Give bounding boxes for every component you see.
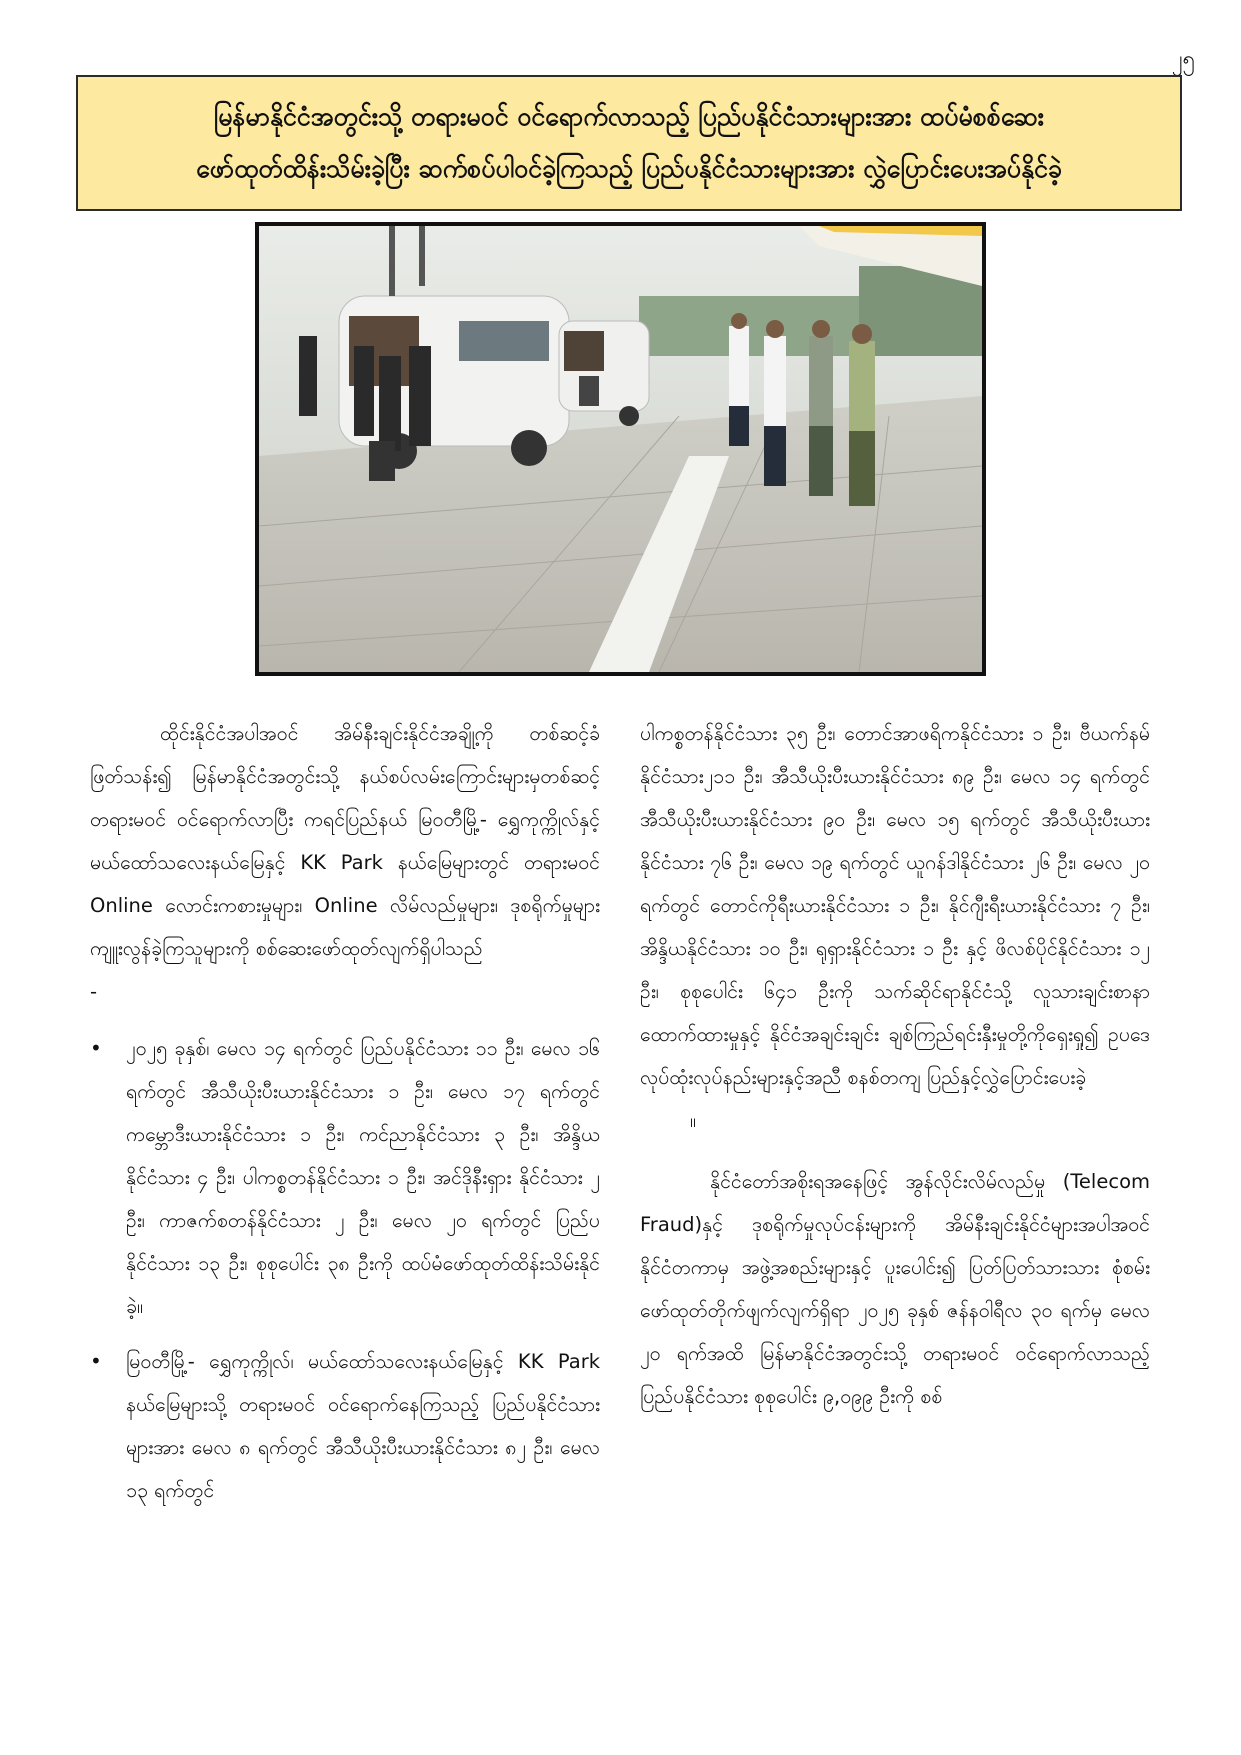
bullet-list xyxy=(90,1027,600,1512)
end-mark: ။ xyxy=(690,1109,696,1132)
right-column xyxy=(640,712,1150,1418)
intro-paragraph: ထိုင်းနိုင်ငံအပါအဝင် အိမ်နီးချင်းနိုင်ငံအချို့ကို တစ်ဆင့်ခံဖြတ်သန်း၍ မြန်မာနိုင်ငံအတွင်းသို့ နယ်စပ်လမ်းကြောင်းများမှတစ်ဆင့် တရားမဝင် ဝင်ရောက်လာပြီး ကရင်ပြည်နယ် မြဝတီမြို့- ရွှေကုက္ကိုလ်နှင့် မယ်ထော်သလေးနယ်မြေနှင့် KK Park နယ်မြေများတွင် တရားမဝင် Online လောင်းကစားမှုများ၊ Online လိမ်လည်မှုများ၊ ဒုစရိုက်မှုများ ကျူးလွန်ခဲ့ကြသူများကို စစ်ဆေးဖော်ထုတ်လျက်ရှိပါသည် xyxy=(90,722,600,960)
list-item xyxy=(90,1340,600,1512)
intro-dash: - xyxy=(90,980,98,1003)
news-photo xyxy=(255,222,986,676)
left-column xyxy=(90,712,600,1524)
bullet-icon: • xyxy=(90,1036,102,1060)
page-number: ၂၅ xyxy=(1171,47,1195,72)
list-item xyxy=(90,1027,600,1328)
bullet-text: ၂၀၂၅ ခုနှစ်၊ မေလ ၁၄ ရက်တွင် ပြည်ပနိုင်ငံသား ၁၁ ဦး၊ မေလ ၁၆ ရက်တွင် အီသီယိုးပီးယားနိုင်ငံသား ၁ ဦး၊ မေလ ၁၇ ရက်တွင် ကမ္ဘောဒီးယားနိုင်ငံသား ၁ ဦး၊ ကင်ညာနိုင်ငံသား ၃ ဦး၊ အိန္ဒိယနိုင်ငံသား ၄ ဦး၊ ပါကစ္စတန်နိုင်ငံသား ၁ ဦး၊ အင်ဒိုနီးရှား နိုင်ငံသား ၂ ဦး၊ ကာဇက်စတန်နိုင်ငံသား ၂ ဦး၊ မေလ ၂၀ ရက်တွင် ပြည်ပနိုင်ငံသား ၁၃ ဦး၊ စုစုပေါင်း ၃၈ ဦးကို ထပ်မံဖော်ထုတ်ထိန်းသိမ်းနိုင်ခဲ့။ xyxy=(126,1037,600,1318)
headline-line-1: မြန်မာနိုင်ငံအတွင်းသို့ တရားမဝင် ဝင်ရောက်လာသည့် ပြည်ပနိုင်ငံသားများအား ထပ်မံစစ်ဆေး xyxy=(214,102,1044,131)
bullet-text: မြဝတီမြို့- ရွှေကုက္ကိုလ်၊ မယ်ထော်သလေးနယ်မြေနှင့် KK Park နယ်မြေများသို့ တရားမဝင် ဝင်ရောက်နေကြသည့် ပြည်ပနိုင်ငံသားများအား မေလ ၈ ရက်တွင် အီသီယိုးပီးယားနိုင်ငံသား ၈၂ ဦး၊ မေလ ၁၃ ရက်တွင် xyxy=(126,1350,600,1502)
headline-box xyxy=(76,75,1182,211)
headline-line-2: ဖော်ထုတ်ထိန်းသိမ်းခဲ့ပြီး ဆက်စပ်ပါဝင်ခဲ့ကြသည့် ပြည်ပနိုင်ငံသားများအား လွှဲပြောင်းပေးအပ်နိုင်ခဲ့ xyxy=(196,154,1062,183)
second-paragraph: နိုင်ငံတော်အစိုးရအနေဖြင့် အွန်လိုင်းလိမ်လည်မှု (Telecom Fraud)နှင့် ဒုစရိုက်မှုလုပ်ငန်းများကို အိမ်နီးချင်းနိုင်ငံများအပါအဝင် နိုင်ငံတကာမှ အဖွဲ့အစည်းများနှင့် ပူးပေါင်း၍ ပြတ်ပြတ်သားသား စုံစမ်းဖော်ထုတ်တိုက်ဖျက်လျက်ရှိရာ ၂၀၂၅ ခုနှစ် ဇန်နဝါရီလ ၃၀ ရက်မှ မေလ ၂၀ ရက်အထိ မြန်မာနိုင်ငံအတွင်းသို့ တရားမဝင် ဝင်ရောက်လာသည့် ပြည်ပနိုင်ငံသား စုစုပေါင်း ၉,၀၉၉ ဦးကို စစ် xyxy=(640,1170,1150,1408)
bullet-icon: • xyxy=(90,1349,102,1373)
continuation-paragraph: ပါကစ္စတန်နိုင်ငံသား ၃၅ ဦး၊ တောင်အာဖရိကနိုင်ငံသား ၁ ဦး၊ ဗီယက်နမ်နိုင်ငံသား၂၁၁ ဦး၊ အီသီယိုးပီးယားနိုင်ငံသား ၈၉ ဦး၊ မေလ ၁၄ ရက်တွင် အီသီယိုးပီးယားနိုင်ငံသား ၉၀ ဦး၊ မေလ ၁၅ ရက်တွင် အီသီယိုးပီးယားနိုင်ငံသား ၇၆ ဦး၊ မေလ ၁၉ ရက်တွင် ယူဂန်ဒါနိုင်ငံသား ၂၆ ဦး၊ မေလ ၂၀ ရက်တွင် တောင်ကိုရီးယားနိုင်ငံသား ၁ ဦး၊ နိုင်ဂျီးရီးယားနိုင်ငံသား ၇ ဦး၊ အိန္ဒိယနိုင်ငံသား ၁၀ ဦး၊ ရုရှားနိုင်ငံသား ၁ ဦး နှင့် ဖိလစ်ပိုင်နိုင်ငံသား ၁၂ ဦး၊ စုစုပေါင်း ၆၄၁ ဦးကို သက်ဆိုင်ရာနိုင်ငံသို့ လူသားချင်းစာနာ ထောက်ထားမှုနှင့် နိုင်ငံအချင်းချင်း ချစ်ကြည်ရင်းနှီးမှုတို့ကိုရှေးရှု၍ ဥပဒေလုပ်ထုံးလုပ်နည်းများနှင့်အညီ စနစ်တကျ ပြည်နှင့်လွှဲပြောင်းပေးခဲ့ xyxy=(640,722,1150,1089)
